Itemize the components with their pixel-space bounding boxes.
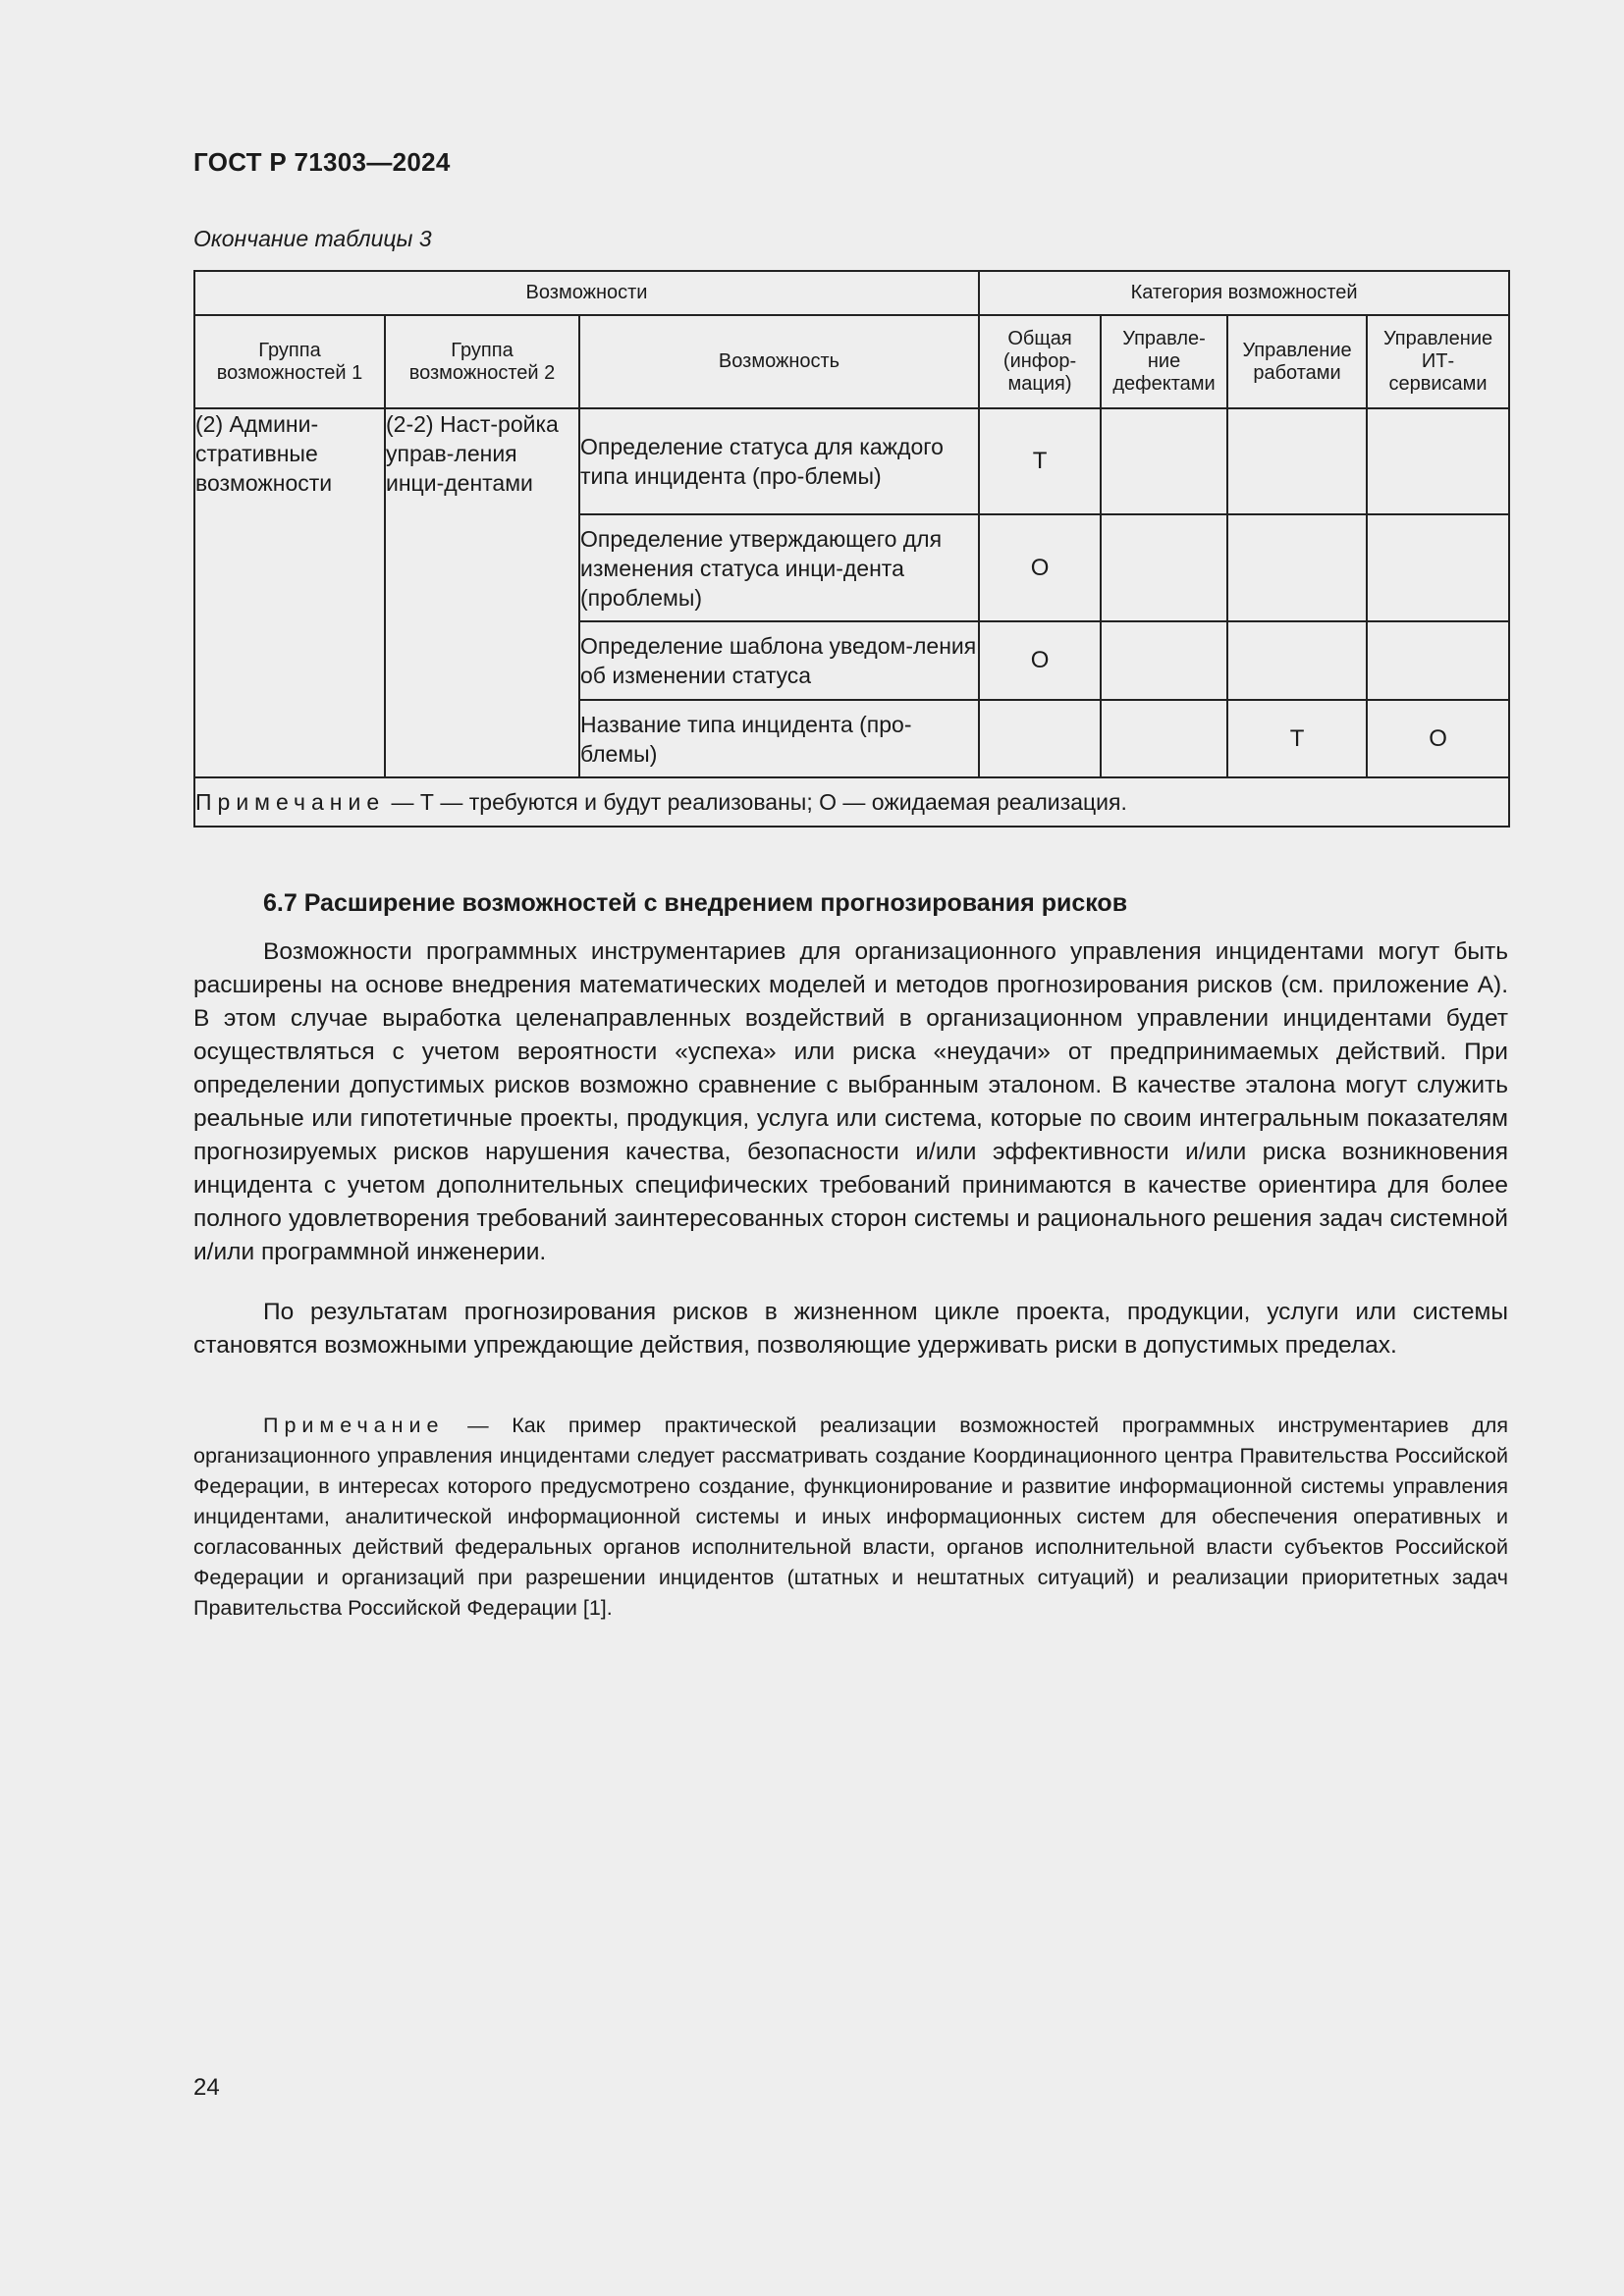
table-note-text: — Т — требуются и будут реализованы; О — ожидаемая реализация. bbox=[385, 788, 1127, 815]
header-capabilities: Возможности bbox=[194, 271, 979, 315]
capabilities-table bbox=[193, 270, 1510, 828]
cell-works: Т bbox=[1227, 700, 1367, 777]
cell-defects bbox=[1101, 514, 1227, 621]
header-category: Категория возможностей bbox=[979, 271, 1509, 315]
col-group1: Группа возможностей 1 bbox=[194, 315, 385, 408]
section-heading: 6.7 Расширение возможностей с внедрением прогнозирования рисков bbox=[263, 889, 1128, 917]
cell-general: Т bbox=[979, 408, 1101, 514]
cell-group1: (2) Админи-стративные возможности bbox=[194, 408, 385, 777]
col-it: Управление ИТ-сервисами bbox=[1367, 315, 1509, 408]
section-note-label: Примечание bbox=[263, 1414, 445, 1437]
col-general: Общая (инфор-мация) bbox=[979, 315, 1101, 408]
cell-works bbox=[1227, 408, 1367, 514]
cell-capability: Определение статуса для каждого типа инцидента (про-блемы) bbox=[579, 408, 979, 514]
col-works: Управление работами bbox=[1227, 315, 1367, 408]
table-row bbox=[194, 408, 1509, 514]
col-defects: Управле-ние дефектами bbox=[1101, 315, 1227, 408]
table-header-row-2 bbox=[194, 315, 1509, 408]
paragraph: Возможности программных инструментариев для организационного управления инцидентами могут быть расширены на основе внедрения математических моделей и методов прогнозирования рисков (см. приложение А). В этом случае выработка целенаправленных воздействий в организационном управлении инцидентами будет осуществляться с учетом вероятности «успеха» или риска «неудачи» от предпринимаемых действий. При определении допустимых рисков возможно сравнение с выбранным эталоном. В качестве эталона могут служить реальные или гипотетичные проекты, продукция, услуга или система, которые по своим интегральным показателям прогнозируемых рисков нарушения качества, безопасности и/или эффективности и/или риска возникновения инцидента с учетом дополнительных специфических требований принимаются в качестве ориентира для более полного удовлетворения требований заинтересованных сторон системы и рационального решения задач системной и/или программной инженерии. bbox=[193, 938, 1508, 1265]
section-note bbox=[193, 1411, 1508, 1624]
col-capability: Возможность bbox=[579, 315, 979, 408]
document-header: ГОСТ Р 71303—2024 bbox=[193, 147, 451, 177]
table-note-row bbox=[194, 777, 1509, 827]
cell-it bbox=[1367, 514, 1509, 621]
cell-general bbox=[979, 700, 1101, 777]
cell-defects bbox=[1101, 700, 1227, 777]
page-number: 24 bbox=[193, 2074, 220, 2101]
table-caption: Окончание таблицы 3 bbox=[193, 226, 432, 251]
cell-it: О bbox=[1367, 700, 1509, 777]
cell-defects bbox=[1101, 408, 1227, 514]
section-note-text: — Как пример практической реализации возможностей программных инструментариев для организационного управления инцидентами следует рассматривать создание Координационного центра Правительства Российской Федерации, в интересах которого предусмотрено создание, функционирование и развитие информационной системы управления инцидентами, аналитической информационной системы и иных информационных систем для обеспечения оперативных и согласованных действий федеральных органов исполнительной власти, органов исполнительной власти субъектов Российской Федерации и организаций при разрешении инцидентов (штатных и нештатных ситуаций) и реализации приоритетных задач Правительства Российской Федерации [1]. bbox=[193, 1414, 1508, 1620]
table-note bbox=[194, 777, 1509, 827]
cell-general: О bbox=[979, 514, 1101, 621]
cell-capability: Определение шаблона уведом-ления об изменении статуса bbox=[579, 621, 979, 700]
cell-it bbox=[1367, 621, 1509, 700]
cell-it bbox=[1367, 408, 1509, 514]
paragraph: По результатам прогнозирования рисков в жизненном цикле проекта, продукции, услуги или системы становятся возможными упреждающие действия, позволяющие удерживать риски в допустимых пределах. bbox=[193, 1299, 1508, 1359]
cell-works bbox=[1227, 621, 1367, 700]
cell-group2: (2-2) Наст-ройка управ-ления инци-дентами bbox=[385, 408, 579, 777]
cell-works bbox=[1227, 514, 1367, 621]
table-header-row-1 bbox=[194, 271, 1509, 315]
cell-capability: Название типа инцидента (про-блемы) bbox=[579, 700, 979, 777]
cell-defects bbox=[1101, 621, 1227, 700]
cell-general: О bbox=[979, 621, 1101, 700]
table-note-label: Примечание bbox=[195, 788, 386, 815]
cell-capability: Определение утверждающего для изменения статуса инци-дента (проблемы) bbox=[579, 514, 979, 621]
col-group2: Группа возможностей 2 bbox=[385, 315, 579, 408]
